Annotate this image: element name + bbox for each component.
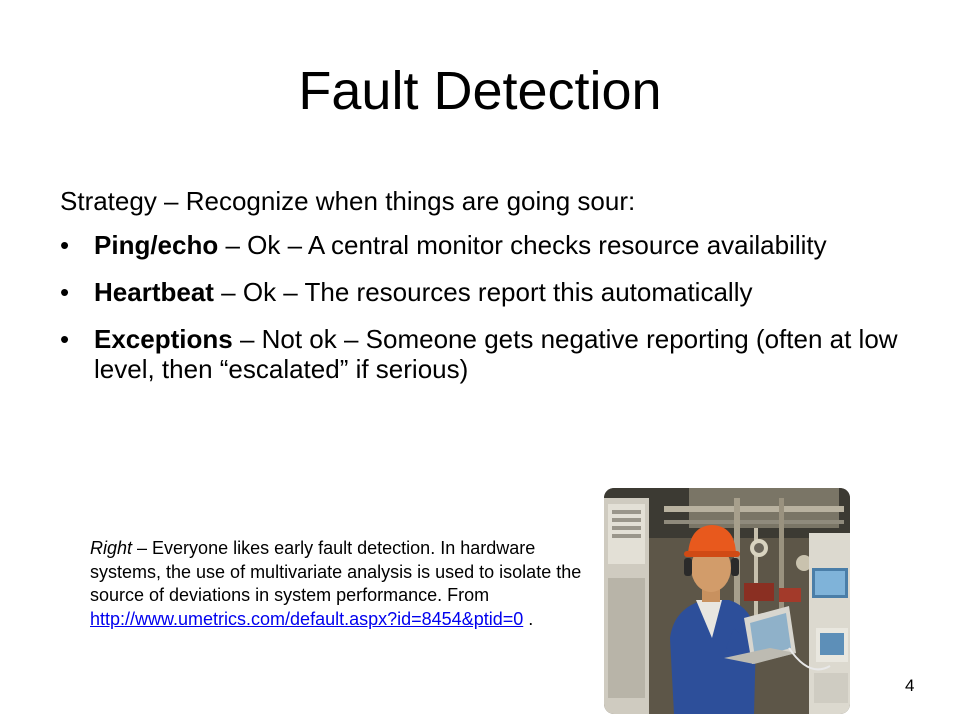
bullet-item-ping-echo bbox=[60, 230, 910, 260]
bullet-text: – Not ok – Someone gets negative reporting (often at low level, then “escalated” if serious) bbox=[94, 324, 898, 384]
strategy-intro: Strategy – Recognize when things are going sour: bbox=[60, 186, 636, 216]
slide-title: Fault Detection bbox=[298, 61, 662, 121]
bullet-list bbox=[60, 230, 910, 401]
bullet-term: Exceptions bbox=[94, 324, 233, 354]
technician-with-laptop-icon bbox=[604, 488, 850, 714]
bullet-item-exceptions bbox=[60, 324, 910, 384]
page-number: 4 bbox=[905, 676, 915, 695]
bullet-term: Heartbeat bbox=[94, 277, 214, 307]
bullet-text: – Ok – A central monitor checks resource availability bbox=[218, 230, 827, 260]
caption-lead: Right bbox=[90, 538, 133, 558]
bullet-term: Ping/echo bbox=[94, 230, 219, 260]
caption-tail: . bbox=[523, 608, 534, 629]
technician-photo bbox=[604, 488, 850, 714]
source-link[interactable]: http://www.umetrics.com/default.aspx?id=8454&ptid=0 bbox=[90, 608, 524, 629]
caption-body: – Everyone likes early fault detection. In hardware systems, the use of multivariate analysis is used to isolate the source of deviations in system performance. From bbox=[90, 538, 582, 605]
bullet-icon: • bbox=[60, 230, 70, 260]
bullet-text: – Ok – The resources report this automatically bbox=[213, 277, 753, 307]
photo-caption bbox=[90, 537, 590, 631]
bullet-icon: • bbox=[60, 324, 70, 354]
bullet-icon: • bbox=[60, 277, 70, 307]
bullet-item-heartbeat bbox=[60, 277, 910, 307]
